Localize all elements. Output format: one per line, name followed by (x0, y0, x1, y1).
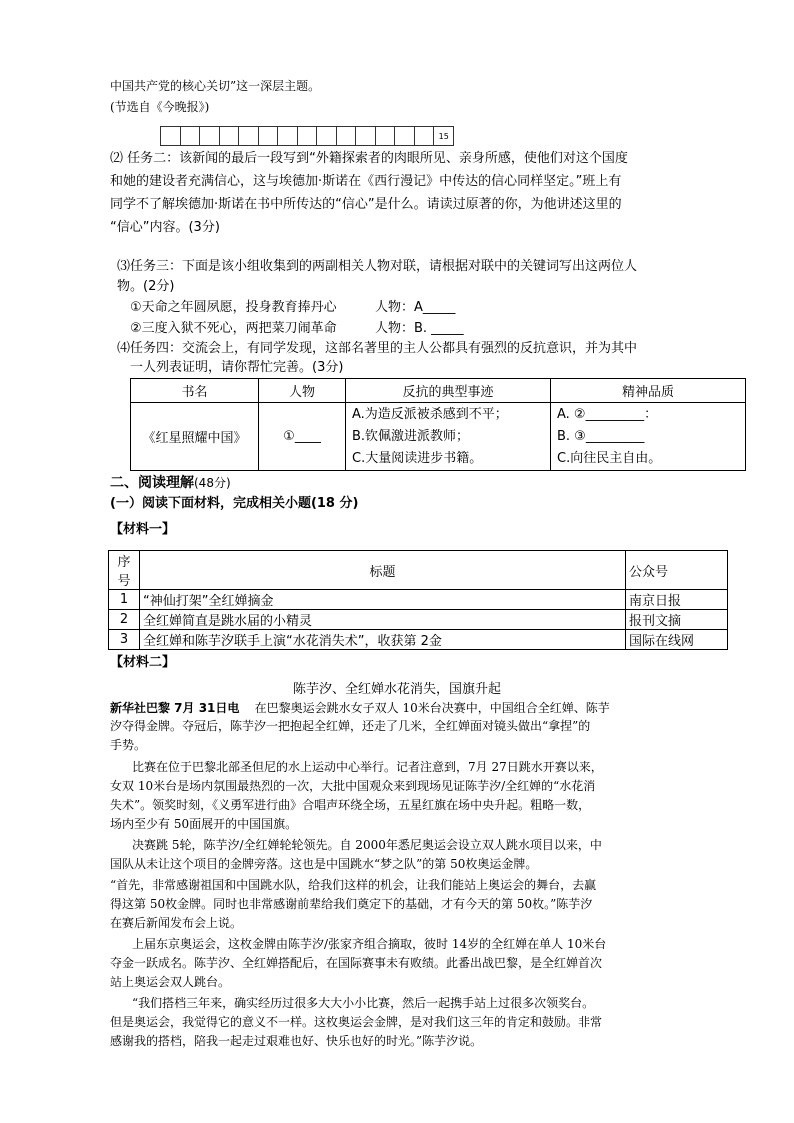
article-dateline: 新华社巴黎 7月 31日电 (110, 701, 240, 715)
table-row (109, 590, 728, 610)
section-title (110, 474, 231, 492)
p2-line4: 场内至少有 50面展开的中国国旗。 (110, 817, 298, 831)
couplet-1-person[interactable]: 人物：A_____ (375, 300, 456, 315)
material1-table (108, 550, 728, 650)
task4-line2: 一人列表证明，请你帮忙完善。(3分) (130, 360, 344, 375)
p5-line1: 上届东京奥运会，这枚金牌由陈芋汐/张家齐组合摘取，彼时 14岁的全红婵在单人 10米台 (132, 937, 607, 951)
row-index: 2 (109, 610, 140, 630)
p6-line1: “我们搭档三年来，确实经历过很多大大小小比赛，然后一起携手站上过很多次领奖台。 (132, 996, 595, 1010)
header-deeds: 反抗的典型事迹 (346, 379, 551, 403)
p3-line2: 国队从未让这个项目的金牌旁落。这也是中国跳水“梦之队”的第 50枚奥运金牌。 (110, 857, 538, 871)
article-title: 陈芋汐、全红婵水花消失，国旗升起 (292, 682, 501, 697)
header-person: 人物 (259, 379, 346, 403)
task2-line4: “信心”内容。(3分) (110, 220, 220, 235)
p2-line2: 女双 10米台是场内氛围最热烈的一次，大批中国观众来到现场见证陈芋汐/全红婵的“水花消 (110, 779, 596, 793)
resistance-table (130, 378, 746, 471)
p5-line2: 夺金一跃成名。陈芋汐、全红婵搭配后，在国际赛事未有败绩。此番出战巴黎，是全红婵首次 (110, 956, 603, 970)
row-account: 报刊文摘 (626, 610, 728, 630)
p6-line2: 但是奥运会，我觉得它的意义不一样。这枚奥运会金牌，是对我们这三年的肯定和鼓励。非常 (110, 1015, 603, 1029)
answer-grid[interactable] (160, 126, 454, 146)
material1-label: 【材料一】 (110, 522, 176, 537)
header-qualities: 精神品质 (551, 379, 746, 403)
p5-line3: 站上奥运会双人跳台。 (110, 975, 231, 989)
p1-line1: 在巴黎奥运会跳水女子双人 10米台决赛中，中国组合全红婵、陈芋 (254, 701, 610, 715)
quality-a[interactable]: A. ②_________： (557, 406, 658, 422)
person-cell[interactable]: ①____ (259, 403, 346, 471)
section-subtitle: (一）阅读下面材料，完成相关小题(18 分) (110, 496, 359, 511)
section-title-text: 二、阅读理解 (110, 475, 194, 491)
table-row (109, 630, 728, 650)
table-row (109, 610, 728, 630)
deeds-cell (346, 403, 551, 471)
couplet-1: ①天命之年圆夙愿，投身教育捧丹心 (130, 300, 337, 315)
p4-line3: 在赛后新闻发布会上说。 (110, 916, 243, 930)
row-account: 南京日报 (626, 590, 728, 610)
task2-line1: ⑵ 任务二：该新闻的最后一段写到“外籍探索者的肉眼所见、亲身所感，使他们对这个国度 (110, 151, 628, 166)
deed-c: C.大量阅读进步书籍。 (352, 450, 483, 466)
col-account-header: 公众号 (626, 551, 728, 590)
row-index: 1 (109, 590, 140, 610)
deed-b: B.钦佩激进派教师； (352, 428, 470, 444)
header-book: 书名 (131, 379, 259, 403)
qualities-cell[interactable] (551, 403, 746, 471)
section-score: (48分) (194, 476, 231, 490)
row-account: 国际在线网 (626, 630, 728, 650)
task2-line2: 和她的建设者充满信心，这与埃德加·斯诺在《西行漫记》中传达的信心同样坚定。”班上有 (110, 174, 622, 189)
task2-line3: 同学不了解埃德加·斯诺在书中所传达的“信心”是什么。请读过原著的你，为他讲述这里的 (110, 197, 622, 212)
p2-line3: 失术”。领奖时刻，《义勇军进行曲》合唱声环绕全场，五星红旗在场中央升起。粗略一数， (110, 798, 591, 812)
p4-line1: “首先，非常感谢祖国和中国跳水队，给我们这样的机会，让我们能站上奥运会的舞台，去赢 (110, 878, 597, 892)
task4-line1: ⑷任务四：交流会上，有同学发现，这部名著里的主人公都具有强烈的反抗意识，并为其中 (117, 341, 638, 356)
task3-line2: 物。(2分) (117, 279, 175, 294)
article-line (110, 700, 610, 717)
row-title: “神仙打架”全红婵摘金 (140, 590, 626, 610)
couplet-2-person[interactable]: 人物：B. _____ (375, 321, 464, 336)
p1-line3: 手势。 (110, 738, 147, 752)
quality-c: C.向往民主自由。 (557, 450, 662, 466)
source-line: (节选自《今晚报》) (110, 100, 210, 114)
p6-line3: 感谢我的搭档，陪我一起走过艰难也好、快乐也好的时光。”陈芋汐说。 (110, 1034, 483, 1048)
row-index: 3 (109, 630, 140, 650)
book-cell: 《红星照耀中国》 (131, 403, 259, 471)
row-title: 全红婵和陈芋汐联手上演“水花消失术”，收获第 2金 (140, 630, 626, 650)
grid-number: 15 (438, 131, 449, 141)
row-title: 全红婵简直是跳水届的小精灵 (140, 610, 626, 630)
p1-line2: 汐夺得金牌。夺冠后，陈芋汐一把抱起全红婵，还走了几米，全红婵面对镜头做出“拿捏”的 (110, 719, 591, 733)
p2-line1: 比赛在位于巴黎北部圣但尼的水上运动中心举行。记者注意到，7月 27日跳水开赛以来， (132, 760, 603, 774)
p4-line2: 得这第 50枚金牌。同时也非常感谢前辈给我们奠定下的基础，才有今天的第 50枚。”陈芋汐 (110, 897, 593, 911)
col-title-header: 标题 (140, 551, 626, 590)
quality-b[interactable]: B. ③_________ (557, 428, 645, 444)
material2-label: 【材料二】 (110, 655, 176, 670)
deed-a: A.为造反派被杀感到不平； (352, 406, 508, 422)
couplet-2: ②三度入狱不死心，两把菜刀闹革命 (130, 321, 337, 336)
p3-line1: 决赛跳 5轮，陈芋汐/全红婵轮轮领先。自 2000年悉尼奥运会设立双人跳水项目以来，中 (132, 838, 602, 852)
task3-line1: ⑶任务三：下面是该小组收集到的两副相关人物对联，请根据对联中的关键词写出这两位人 (117, 259, 638, 274)
intro-line: 中国共产党的核心关切”这一深层主题。 (110, 79, 321, 93)
col-index-header: 序号 (109, 551, 140, 590)
